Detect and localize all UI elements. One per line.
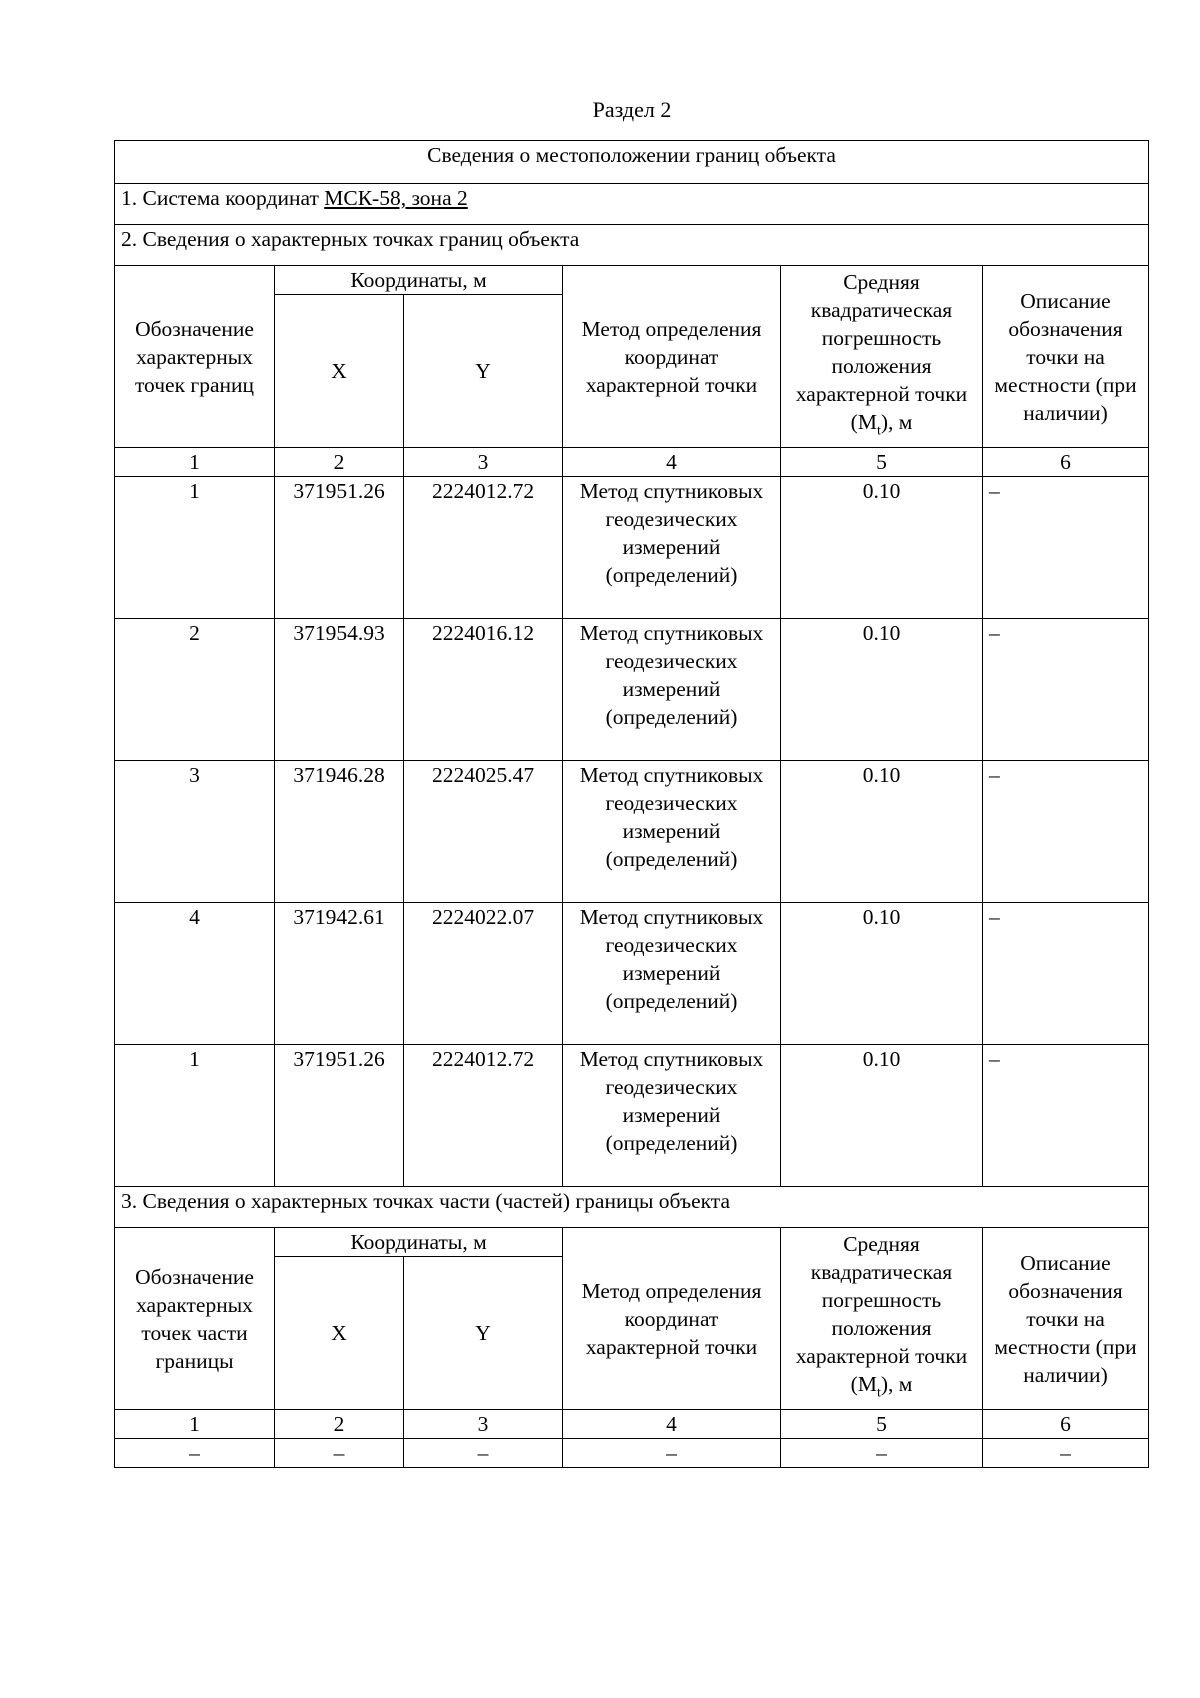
section3-title: 3. Сведения о характерных точках части (частей) границы объекта (115, 1187, 1149, 1228)
part-table-row (115, 1439, 1149, 1468)
column-number: 6 (983, 448, 1149, 477)
point-x: 371942.61 (275, 903, 404, 1045)
header-mse-prefix: Средняя квадратическая погрешность положения характерной точки (M (795, 269, 968, 434)
point-x: 371951.26 (275, 1045, 404, 1187)
header-mse-suffix: ), м (880, 409, 913, 434)
part-header-y: Y (404, 1257, 563, 1410)
table-row (115, 903, 1149, 1045)
coord-system-row (115, 184, 1149, 225)
part-point-x: – (275, 1439, 404, 1468)
column-number: 5 (781, 1410, 983, 1439)
point-description: – (983, 761, 1149, 903)
part-point-method: – (563, 1439, 781, 1468)
part-point-description: – (983, 1439, 1149, 1468)
header-mse (781, 266, 983, 448)
column-numbers-row (115, 448, 1149, 477)
header-description: Описание обозначения точки на местности (при наличии) (983, 266, 1149, 448)
point-y: 2224012.72 (404, 1045, 563, 1187)
header-coordinates: Координаты, м (275, 266, 563, 295)
table-title-row (115, 141, 1149, 184)
part-header-x: X (275, 1257, 404, 1410)
point-y: 2224025.47 (404, 761, 563, 903)
section3-title-row (115, 1187, 1149, 1228)
part-column-numbers-row (115, 1410, 1149, 1439)
point-id: 1 (115, 477, 275, 619)
point-method: Метод спутниковых геодезических измерений (определений) (563, 1045, 781, 1187)
point-y: 2224016.12 (404, 619, 563, 761)
boundary-table (114, 140, 1149, 1468)
point-method: Метод спутниковых геодезических измерений (определений) (563, 477, 781, 619)
point-description: – (983, 1045, 1149, 1187)
table-title: Сведения о местоположении границ объекта (115, 141, 1149, 184)
part-header-description: Описание обозначения точки на местности (при наличии) (983, 1228, 1149, 1410)
header-point-designation: Обозначение характерных точек границ (115, 266, 275, 448)
column-number: 4 (563, 448, 781, 477)
point-description: – (983, 477, 1149, 619)
coord-system (115, 184, 1149, 225)
part-header-mse-sub: t (876, 1385, 881, 1401)
column-number: 2 (275, 1410, 404, 1439)
point-mse: 0.10 (781, 761, 983, 903)
table-row (115, 761, 1149, 903)
part-header-mse-prefix: Средняя квадратическая погрешность положения характерной точки (M (795, 1231, 968, 1396)
part-point-y: – (404, 1439, 563, 1468)
point-mse: 0.10 (781, 903, 983, 1045)
point-method: Метод спутниковых геодезических измерений (определений) (563, 903, 781, 1045)
table-row (115, 619, 1149, 761)
point-id: 1 (115, 1045, 275, 1187)
part-header-mse-suffix: ), м (880, 1371, 913, 1396)
point-mse: 0.10 (781, 477, 983, 619)
header-row-1 (115, 266, 1149, 295)
part-header-coordinates: Координаты, м (275, 1228, 563, 1257)
coord-system-label: 1. Система координат (121, 186, 319, 210)
section-label: Раздел 2 (592, 97, 672, 122)
section2-title: 2. Сведения о характерных точках границ объекта (115, 225, 1149, 266)
point-id: 3 (115, 761, 275, 903)
coord-system-value: МСК-58, зона 2 (324, 186, 468, 210)
part-header-point-designation: Обозначение характерных точек части границы (115, 1228, 275, 1410)
point-description: – (983, 903, 1149, 1045)
point-method: Метод спутниковых геодезических измерений (определений) (563, 761, 781, 903)
section2-title-row (115, 225, 1149, 266)
point-id: 2 (115, 619, 275, 761)
column-number: 1 (115, 448, 275, 477)
column-number: 6 (983, 1410, 1149, 1439)
column-number: 4 (563, 1410, 781, 1439)
column-number: 5 (781, 448, 983, 477)
point-x: 371946.28 (275, 761, 404, 903)
point-y: 2224022.07 (404, 903, 563, 1045)
column-number: 3 (404, 448, 563, 477)
part-point-mse: – (781, 1439, 983, 1468)
part-header-method: Метод определения координат характерной точки (563, 1228, 781, 1410)
point-id: 4 (115, 903, 275, 1045)
table-row (115, 1045, 1149, 1187)
point-mse: 0.10 (781, 619, 983, 761)
point-x: 371951.26 (275, 477, 404, 619)
part-point-id: – (115, 1439, 275, 1468)
header-method: Метод определения координат характерной точки (563, 266, 781, 448)
point-y: 2224012.72 (404, 477, 563, 619)
part-header-mse (781, 1228, 983, 1410)
point-description: – (983, 619, 1149, 761)
part-header-row-1 (115, 1228, 1149, 1257)
header-x: X (275, 295, 404, 448)
table-row (115, 477, 1149, 619)
point-method: Метод спутниковых геодезических измерений (определений) (563, 619, 781, 761)
header-mse-sub: t (876, 423, 881, 439)
point-x: 371954.93 (275, 619, 404, 761)
point-mse: 0.10 (781, 1045, 983, 1187)
column-number: 3 (404, 1410, 563, 1439)
column-number: 1 (115, 1410, 275, 1439)
column-number: 2 (275, 448, 404, 477)
header-y: Y (404, 295, 563, 448)
